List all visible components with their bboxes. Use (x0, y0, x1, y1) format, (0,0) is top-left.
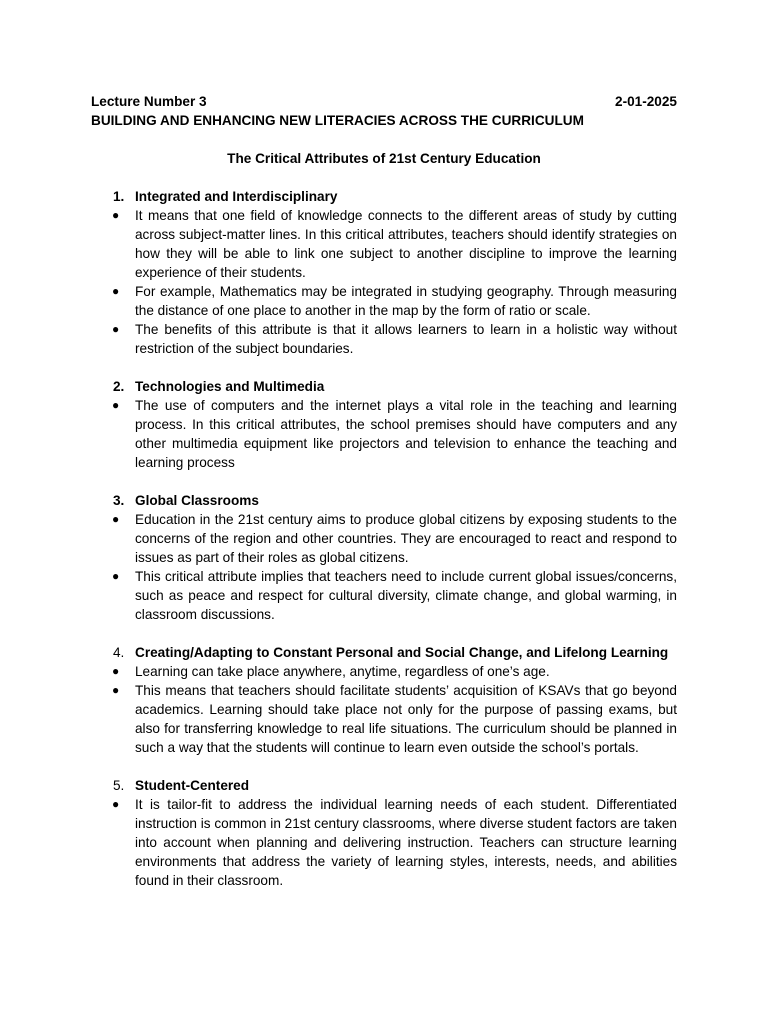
list-item-text: This critical attribute implies that teachers need to include current global issues/concerns, such as peace and respect for cultural diversity, climate change, and global warming, in classroom discussions. (135, 569, 677, 622)
bullet-icon: ● (112, 683, 120, 697)
list-item-text: Education in the 21st century aims to produce global citizens by exposing students to the concerns of the region and other countries. They are encouraged to react and respond to issues as part of their roles as global citizens. (135, 512, 677, 565)
header-row (91, 92, 677, 111)
list-item-text: The use of computers and the internet plays a vital role in the teaching and learning process. In this critical attributes, the school premises should have computers and any other multimedia equipment like projectors and television to enhance the teaching and learning process (135, 398, 677, 470)
section (91, 187, 677, 358)
bullet-list (91, 396, 677, 472)
lecture-date: 2-01-2025 (615, 94, 677, 109)
section-heading (91, 377, 677, 396)
list-item (91, 510, 677, 567)
bullet-list (91, 510, 677, 624)
section-title: Creating/Adapting to Constant Personal and Social Change, and Lifelong Learning (135, 645, 669, 660)
list-item (91, 681, 677, 757)
section-number: 4. (113, 645, 125, 660)
bullet-list (91, 795, 677, 890)
list-item (91, 206, 677, 282)
section-title: Global Classrooms (135, 493, 259, 508)
list-item (91, 396, 677, 472)
bullet-icon: ● (112, 398, 120, 412)
list-item (91, 662, 677, 681)
list-item-text: It means that one field of knowledge connects to the different areas of study by cutting across subject-matter lines. In this critical attributes, teachers should identify strategies on how they will be able to link one subject to another discipline to improve the learning experience of their students. (135, 208, 677, 280)
list-item (91, 795, 677, 890)
list-item-text: This means that teachers should facilitate students’ acquisition of KSAVs that go beyond academics. Learning should take place not only for the purpose of passing exams, but also for transferring knowledge to real life situations. The curriculum should be planned in such a way that the students will continue to learn even outside the school’s portals. (135, 683, 677, 755)
section (91, 643, 677, 757)
list-item (91, 567, 677, 624)
section-heading (91, 643, 677, 662)
bullet-icon: ● (112, 797, 120, 811)
bullet-icon: ● (112, 512, 120, 526)
section-number: 3. (113, 493, 125, 508)
bullet-list (91, 662, 677, 757)
bullet-icon: ● (112, 322, 120, 336)
document-title: BUILDING AND ENHANCING NEW LITERACIES ACROSS THE CURRICULUM (91, 113, 584, 128)
bullet-icon: ● (112, 569, 120, 583)
section (91, 776, 677, 890)
list-item (91, 320, 677, 358)
list-item-text: For example, Mathematics may be integrated in studying geography. Through measuring the distance of one place to another in the map by the form of ratio or scale. (135, 284, 677, 318)
section-heading (91, 187, 677, 206)
section-number: 1. (113, 189, 125, 204)
section-heading (91, 776, 677, 795)
section-title: Student-Centered (135, 778, 250, 793)
section-title: Integrated and Interdisciplinary (135, 189, 338, 204)
section (91, 491, 677, 624)
bullet-icon: ● (112, 284, 120, 298)
list-item-text: The benefits of this attribute is that it allows learners to learn in a holistic way without restriction of the subject boundaries. (135, 322, 677, 356)
bullet-icon: ● (112, 208, 120, 222)
section-title: Technologies and Multimedia (135, 379, 325, 394)
bullet-icon: ● (112, 664, 120, 678)
list-item-text: It is tailor-fit to address the individual learning needs of each student. Differentiated instruction is common in 21st century classrooms, where diverse student factors are taken into account when planning and delivering instruction. Teachers can structure learning environments that address the variety of learning styles, interests, needs, and abilities found in their classroom. (135, 797, 677, 888)
lecture-number: Lecture Number 3 (91, 94, 207, 109)
document-page (91, 92, 677, 890)
section-number: 2. (113, 379, 125, 394)
section-heading (91, 491, 677, 510)
section (91, 377, 677, 472)
bullet-list (91, 206, 677, 358)
list-item (91, 282, 677, 320)
document-subtitle: The Critical Attributes of 21st Century Education (227, 151, 541, 166)
list-item-text: Learning can take place anywhere, anytime, regardless of one’s age. (135, 664, 550, 679)
section-number: 5. (113, 778, 125, 793)
